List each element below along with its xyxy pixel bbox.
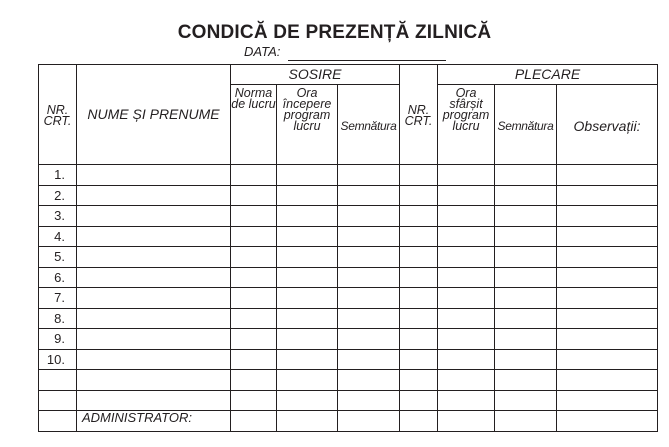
- table-cell[interactable]: [231, 288, 277, 309]
- table-row: [39, 267, 658, 288]
- header-ora-sfarsit: Ora sfârșit program lucru: [438, 85, 495, 165]
- table-cell[interactable]: [231, 329, 277, 350]
- date-label: DATA:: [244, 44, 281, 59]
- table-cell[interactable]: [231, 370, 277, 391]
- table-cell[interactable]: [277, 390, 338, 411]
- table-cell[interactable]: [77, 247, 231, 268]
- table-cell[interactable]: [277, 288, 338, 309]
- row-number: 6.: [39, 267, 77, 288]
- table-row: [39, 288, 658, 309]
- table-cell[interactable]: [338, 226, 400, 247]
- table-cell[interactable]: [557, 349, 658, 370]
- header-nr-crt-2: NR. CRT.: [400, 65, 438, 165]
- table-cell[interactable]: [495, 247, 557, 268]
- header-plecare: PLECARE: [438, 65, 658, 85]
- table-cell[interactable]: [77, 226, 231, 247]
- table-cell[interactable]: [400, 165, 438, 186]
- table-cell[interactable]: [77, 329, 231, 350]
- table-cell[interactable]: [400, 247, 438, 268]
- table-cell[interactable]: [231, 206, 277, 227]
- table-cell[interactable]: [231, 390, 277, 411]
- table-cell[interactable]: [495, 411, 557, 432]
- row-number: 10.: [39, 349, 77, 370]
- row-number: [39, 390, 77, 411]
- table-cell[interactable]: [277, 226, 338, 247]
- table-cell[interactable]: [277, 267, 338, 288]
- table-cell[interactable]: [557, 165, 658, 186]
- header-name: NUME ȘI PRENUME: [77, 65, 231, 165]
- table-row: [39, 185, 658, 206]
- table-cell[interactable]: [231, 247, 277, 268]
- table-cell[interactable]: [277, 349, 338, 370]
- table-cell[interactable]: [495, 329, 557, 350]
- header-nr-crt: NR. CRT.: [39, 65, 77, 165]
- table-cell[interactable]: [438, 267, 495, 288]
- administrator-label: ADMINISTRATOR:: [82, 410, 193, 425]
- table-cell[interactable]: [438, 329, 495, 350]
- table-row: [39, 247, 658, 268]
- table-cell[interactable]: [557, 247, 658, 268]
- table-cell[interactable]: [557, 329, 658, 350]
- table-cell[interactable]: [438, 349, 495, 370]
- table-cell[interactable]: [400, 267, 438, 288]
- row-number: [39, 411, 77, 432]
- table-cell[interactable]: [338, 308, 400, 329]
- table-cell[interactable]: [438, 390, 495, 411]
- table-cell[interactable]: [400, 226, 438, 247]
- table-cell[interactable]: [231, 267, 277, 288]
- table-cell[interactable]: [77, 349, 231, 370]
- table-cell[interactable]: [557, 185, 658, 206]
- table-cell[interactable]: [338, 370, 400, 391]
- table-cell[interactable]: [495, 206, 557, 227]
- table-cell[interactable]: [338, 185, 400, 206]
- table-cell[interactable]: [231, 349, 277, 370]
- table-cell[interactable]: [231, 165, 277, 186]
- table-cell[interactable]: [77, 288, 231, 309]
- table-cell[interactable]: [77, 308, 231, 329]
- table-cell[interactable]: [277, 308, 338, 329]
- header-norma: Norma de lucru: [231, 85, 277, 165]
- table-cell[interactable]: [438, 206, 495, 227]
- table-cell[interactable]: [438, 165, 495, 186]
- table-cell[interactable]: [557, 390, 658, 411]
- table-cell[interactable]: [438, 308, 495, 329]
- header-semnatura-plecare: Semnătura: [495, 85, 557, 165]
- table-cell[interactable]: [231, 308, 277, 329]
- table-cell[interactable]: [338, 288, 400, 309]
- row-number: 5.: [39, 247, 77, 268]
- table-row: [39, 390, 658, 411]
- table-cell[interactable]: [277, 185, 338, 206]
- table-cell[interactable]: [77, 165, 231, 186]
- table-cell[interactable]: [438, 226, 495, 247]
- table-row: [39, 349, 658, 370]
- table-cell[interactable]: [400, 206, 438, 227]
- table-cell[interactable]: [438, 411, 495, 432]
- table-cell[interactable]: [400, 411, 438, 432]
- row-number: [39, 370, 77, 391]
- table-cell[interactable]: [438, 185, 495, 206]
- table-cell[interactable]: [277, 206, 338, 227]
- row-number: 7.: [39, 288, 77, 309]
- table-cell[interactable]: [495, 267, 557, 288]
- table-cell[interactable]: [400, 288, 438, 309]
- date-field-line[interactable]: [288, 60, 446, 61]
- table-cell[interactable]: [277, 329, 338, 350]
- table-cell[interactable]: [400, 370, 438, 391]
- table-row: [39, 370, 658, 391]
- table-cell[interactable]: [495, 185, 557, 206]
- table-cell[interactable]: [557, 288, 658, 309]
- table-cell[interactable]: [495, 390, 557, 411]
- table-cell[interactable]: [495, 288, 557, 309]
- row-number: 2.: [39, 185, 77, 206]
- table-row: [39, 308, 658, 329]
- header-sosire: SOSIRE: [231, 65, 400, 85]
- table-cell[interactable]: [77, 390, 231, 411]
- row-number: 1.: [39, 165, 77, 186]
- row-number: 4.: [39, 226, 77, 247]
- table-cell[interactable]: [338, 165, 400, 186]
- table-cell[interactable]: [400, 390, 438, 411]
- table-cell[interactable]: [557, 226, 658, 247]
- table-cell[interactable]: [557, 206, 658, 227]
- table-row: [39, 165, 658, 186]
- table-cell[interactable]: [557, 411, 658, 432]
- table-cell[interactable]: [400, 329, 438, 350]
- header-semnatura-sosire: Semnătura: [338, 85, 400, 165]
- table-cell[interactable]: [557, 267, 658, 288]
- table-cell[interactable]: [231, 226, 277, 247]
- header-ora-incepere: Ora începere program lucru: [277, 85, 338, 165]
- table-cell[interactable]: [438, 370, 495, 391]
- table-cell[interactable]: [338, 411, 400, 432]
- table-cell[interactable]: [438, 288, 495, 309]
- table-cell[interactable]: [231, 185, 277, 206]
- table-cell[interactable]: [557, 370, 658, 391]
- table-cell[interactable]: [277, 370, 338, 391]
- table-cell[interactable]: [338, 267, 400, 288]
- table-cell[interactable]: [338, 247, 400, 268]
- table-cell[interactable]: [495, 226, 557, 247]
- row-number: 3.: [39, 206, 77, 227]
- table-row: [39, 329, 658, 350]
- table-row: [39, 206, 658, 227]
- table-cell[interactable]: [277, 247, 338, 268]
- table-cell[interactable]: [77, 267, 231, 288]
- table-cell[interactable]: [338, 206, 400, 227]
- table-cell[interactable]: [557, 308, 658, 329]
- table-cell[interactable]: [338, 349, 400, 370]
- table-cell[interactable]: [77, 370, 231, 391]
- table-cell[interactable]: [400, 308, 438, 329]
- table-row: [39, 226, 658, 247]
- table-cell[interactable]: [495, 165, 557, 186]
- document-title: CONDICĂ DE PREZENȚĂ ZILNICĂ: [177, 22, 492, 43]
- table-cell[interactable]: [338, 390, 400, 411]
- table-cell[interactable]: [400, 185, 438, 206]
- table-cell[interactable]: [338, 329, 400, 350]
- table-cell[interactable]: [277, 165, 338, 186]
- table-cell[interactable]: [231, 411, 277, 432]
- attendance-table: [38, 64, 658, 432]
- table-cell[interactable]: [277, 411, 338, 432]
- table-cell[interactable]: [495, 308, 557, 329]
- row-number: 9.: [39, 329, 77, 350]
- table-cell[interactable]: [77, 206, 231, 227]
- header-observatii: Observații:: [557, 85, 658, 165]
- table-cell[interactable]: [495, 370, 557, 391]
- row-number: 8.: [39, 308, 77, 329]
- table-cell[interactable]: [495, 349, 557, 370]
- table-cell[interactable]: [438, 247, 495, 268]
- table-cell[interactable]: [77, 185, 231, 206]
- table-cell[interactable]: [400, 349, 438, 370]
